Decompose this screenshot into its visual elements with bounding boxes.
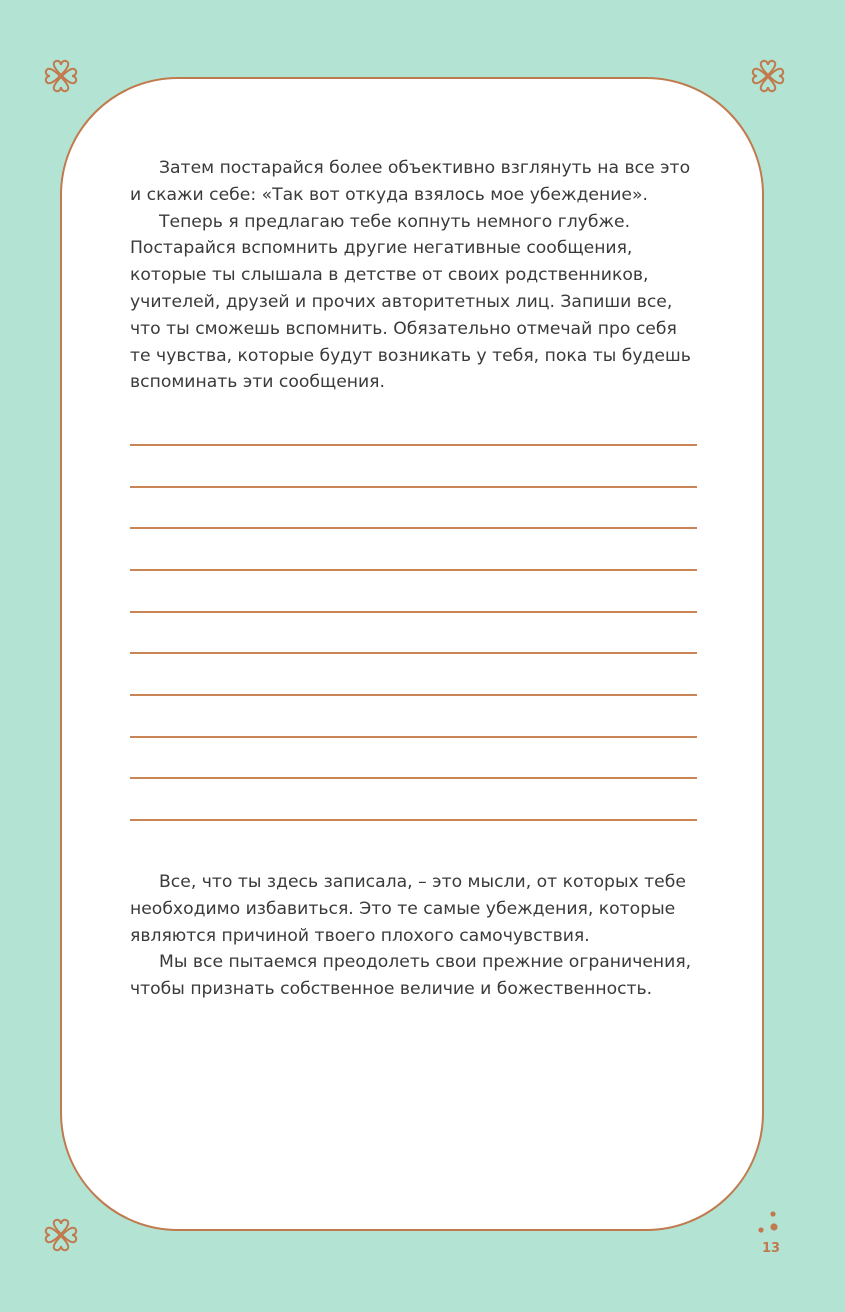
writing-line[interactable] (130, 694, 697, 696)
writing-line[interactable] (130, 527, 697, 529)
intro-paragraph: Затем постарайся более объективно взглянуть на все это и скажи себе: «Так вот откуда взялось мое убеждение». (130, 158, 691, 205)
clover-icon (750, 58, 786, 94)
outro-text (130, 869, 700, 1003)
outro-paragraph: Все, что ты здесь записала, – это мысли, от которых тебе необходимо избавиться. Это те самые убеждения, которые являются причиной твоего плохого самочувствия. (130, 872, 686, 946)
writing-line[interactable] (130, 652, 697, 654)
writing-line[interactable] (130, 736, 697, 738)
writing-line[interactable] (130, 486, 697, 488)
writing-line[interactable] (130, 819, 697, 821)
writing-line[interactable] (130, 444, 697, 446)
writing-line[interactable] (130, 569, 697, 571)
clover-icon (43, 1217, 79, 1253)
dots-icon (752, 1210, 784, 1236)
intro-paragraph: Теперь я предлагаю тебе копнуть немного глубже. Постарайся вспомнить другие негативные сообщения, которые ты слышала в детстве от своих родственников, учителей, друзей и прочих авторитетных лиц. Запиши все, что ты сможешь вспомнить. Обязательно отмечай про себя те чувства, которые будут возникать у тебя, пока ты будешь вспоминать эти сообщения. (130, 211, 691, 393)
outro-paragraph: Мы все пытаемся преодолеть свои прежние ограничения, чтобы признать собственное величие и божественность. (130, 952, 692, 1000)
writing-line[interactable] (130, 777, 697, 779)
writing-line[interactable] (130, 611, 697, 613)
page-number: 13 (761, 1241, 781, 1256)
intro-text (130, 155, 700, 396)
clover-icon (43, 58, 79, 94)
